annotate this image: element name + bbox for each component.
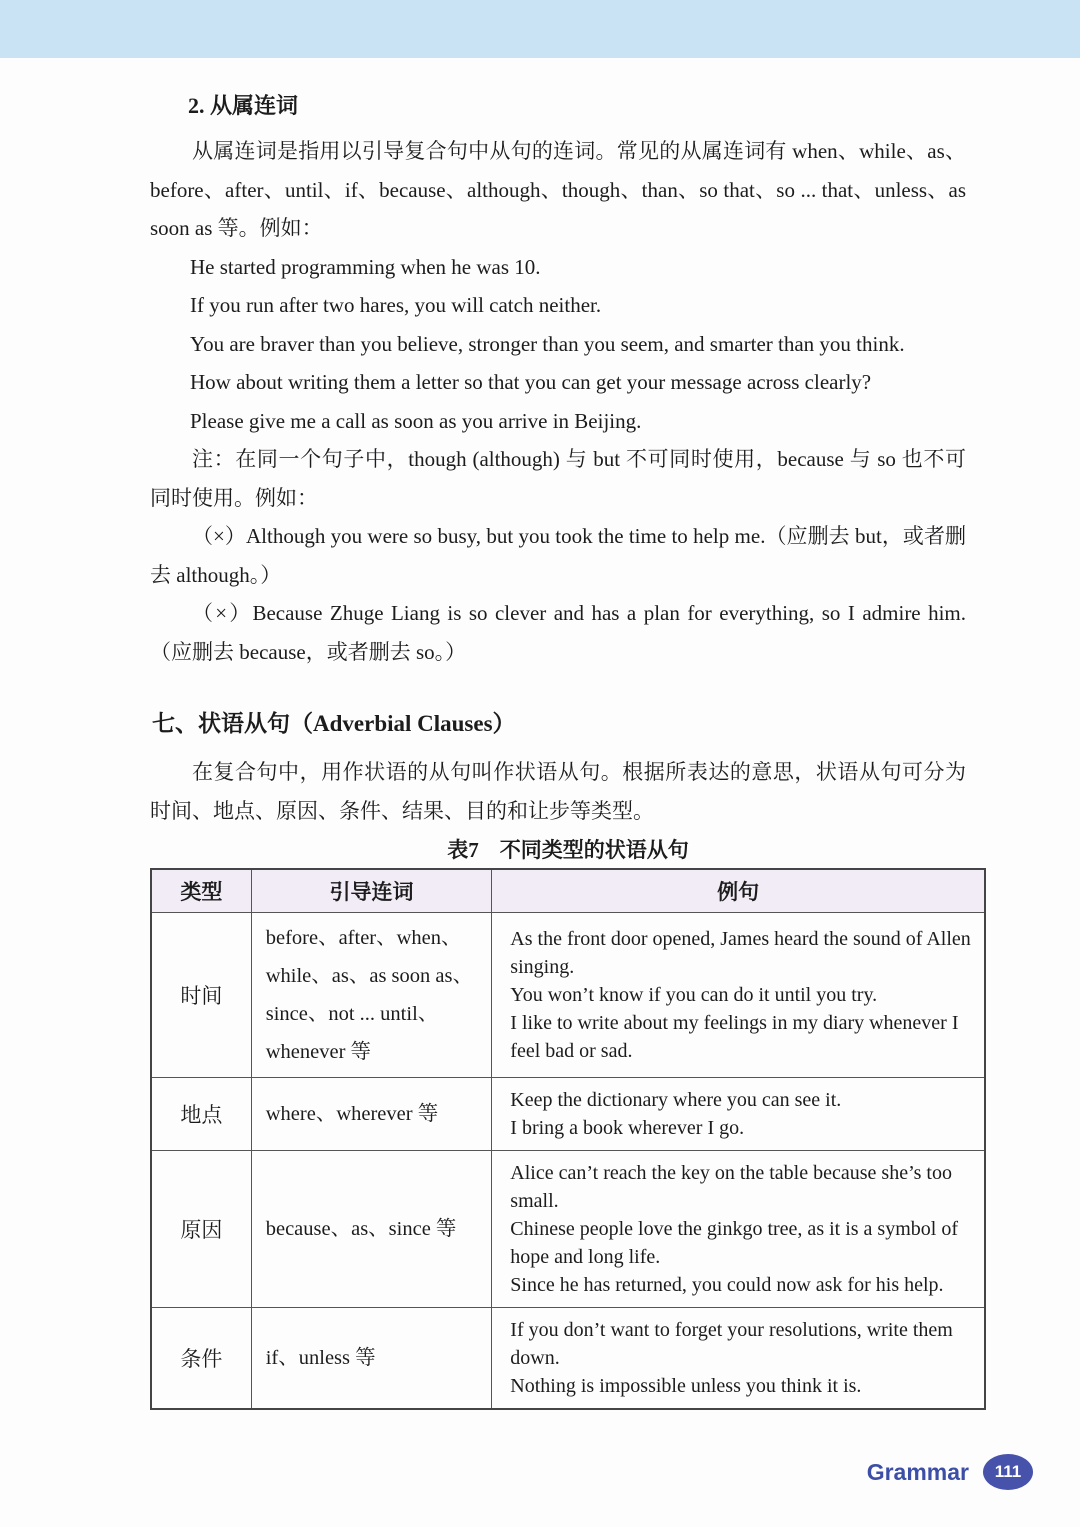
adverbial-clauses-table <box>150 868 986 1410</box>
clause-type-cell: 原因 <box>151 1151 251 1308</box>
adverbial-intro-paragraph: 在复合句中，用作状语的从句叫作状语从句。根据所表达的意思，状语从句可分为时间、地点、原因、条件、结果、目的和让步等类型。 <box>150 760 966 823</box>
example-sentence: He started programming when he was 10. <box>190 254 541 279</box>
example-sentence: Chinese people love the ginkgo tree, as it is a symbol of hope and long life. <box>510 1218 958 1269</box>
page-footer <box>867 1454 1033 1490</box>
wrong-example-2: （×）Because Zhuge Liang is so clever and has a plan for everything, so I admire him.（应删去 because，或者删去 so。） <box>150 601 966 664</box>
example-sentence: How about writing them a letter so that you can get your message across clearly? <box>190 370 872 395</box>
example-sentence: You won’t know if you can do it until you try. <box>510 984 878 1007</box>
usage-note-paragraph: 注：在同一个句子中，though (although) 与 but 不可同时使用，because 与 so 也不可同时使用。例如： <box>150 447 966 510</box>
example-sentence: Nothing is impossible unless you think it is. <box>510 1375 862 1398</box>
clause-type-cell: 地点 <box>151 1078 251 1151</box>
clause-type-cell: 条件 <box>151 1308 251 1410</box>
table-header-row <box>151 869 985 913</box>
examples-cell <box>492 1308 985 1410</box>
example-sentence: Since he has returned, you could now ask for his help. <box>510 1274 944 1297</box>
table-row-condition <box>151 1308 985 1410</box>
conjunctions-cell: because、as、since 等 <box>251 1151 492 1308</box>
conjunctions-cell: where、wherever 等 <box>251 1078 492 1151</box>
examples-cell <box>492 1078 985 1151</box>
table-caption: 表7 不同类型的状语从句 <box>447 838 689 863</box>
page-content <box>0 92 990 1410</box>
section-heading-subordinating-conjunctions: 2. 从属连词 <box>188 93 299 118</box>
example-sentence: You are braver than you believe, stronger than you seem, and smarter than you think. <box>190 331 905 356</box>
section-heading-adverbial-clauses: 七、状语从句（Adverbial Clauses） <box>152 711 516 737</box>
conjunction-example-list <box>150 248 990 441</box>
column-header-examples: 例句 <box>492 869 985 913</box>
clause-type-cell: 时间 <box>151 913 251 1078</box>
column-header-conjunctions: 引导连词 <box>251 869 492 913</box>
table-row-place <box>151 1078 985 1151</box>
column-header-type: 类型 <box>151 869 251 913</box>
conjunctions-cell: before、after、when、while、as、as soon as、since、not ... until、whenever 等 <box>251 913 492 1078</box>
example-sentence: I bring a book wherever I go. <box>510 1117 745 1140</box>
footer-section-label: Grammar <box>866 1458 969 1485</box>
example-sentence: If you run after two hares, you will catch neither. <box>190 293 602 318</box>
page-number-badge: 111 <box>983 1454 1033 1490</box>
wrong-example-1: （×）Although you were so busy, but you took the time to help me.（应删去 but，或者删去 although。） <box>150 524 966 587</box>
table-row-time <box>151 913 985 1078</box>
example-sentence: Alice can’t reach the key on the table because she’s too small. <box>510 1162 952 1213</box>
page-top-band <box>0 0 1080 58</box>
example-sentence: If you don’t want to forget your resolutions, write them down. <box>510 1319 953 1370</box>
example-sentence: Keep the dictionary where you can see it. <box>510 1089 842 1112</box>
table-row-reason <box>151 1151 985 1308</box>
examples-cell <box>492 913 985 1078</box>
conjunctions-cell: if、unless 等 <box>251 1308 492 1410</box>
example-sentence: Please give me a call as soon as you arrive in Beijing. <box>190 408 642 433</box>
conjunctions-intro-paragraph: 从属连词是指用以引导复合句中从句的连词。常见的从属连词有 when、while、as、before、after、until、if、because、although、though、than、so that、so ... that、unless、as soon as 等。例如： <box>150 139 966 240</box>
examples-cell <box>492 1151 985 1308</box>
example-sentence: I like to write about my feelings in my diary whenever I feel bad or sad. <box>510 1012 959 1063</box>
example-sentence: As the front door opened, James heard the sound of Allen singing. <box>510 928 971 979</box>
